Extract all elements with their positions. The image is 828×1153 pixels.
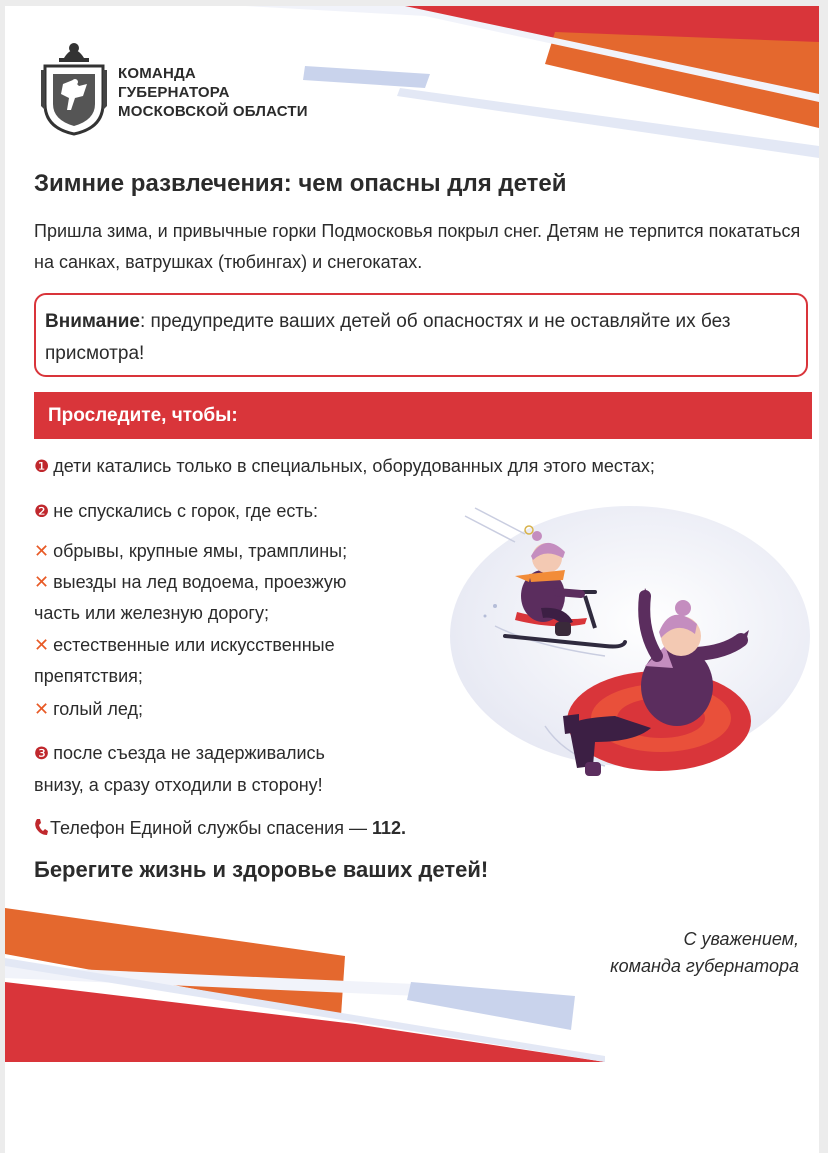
point-2-text: не спускались с горок, где есть: <box>53 501 318 521</box>
org-name-line: КОМАНДА <box>118 65 196 82</box>
org-name <box>118 64 308 121</box>
cross-icon: ✕ <box>34 541 50 561</box>
signature-line: С уважением, <box>683 929 799 949</box>
intro-paragraph: Пришла зима, и привычные горки Подмосковья покрыл снег. Детям не терпится покататься на санках, ватрушках (тюбингах) и снегокатах. <box>34 221 801 272</box>
watch-banner: Проследите, чтобы: <box>34 392 812 439</box>
point-2 <box>34 501 318 522</box>
hazard-text: естественные или искусственные <box>53 635 335 655</box>
signature-line: команда губернатора <box>610 956 799 976</box>
point-1 <box>34 456 655 477</box>
point-3-continued: внизу, а сразу отходили в сторону! <box>34 775 323 795</box>
rescue-phone-line <box>34 818 406 839</box>
cross-icon: ✕ <box>34 635 50 655</box>
hazard-item <box>34 635 335 656</box>
phone-icon <box>34 818 48 836</box>
warning-box <box>34 293 808 377</box>
children-sledding-illustration <box>445 496 817 796</box>
bottom-decor-stripes <box>5 896 819 1076</box>
warning-text: : предупредите ваших детей об опасностях и не оставляйте их без присмотра! <box>45 311 731 364</box>
hazard-item <box>34 699 143 720</box>
number-two-icon: ❷ <box>34 502 50 521</box>
org-name-line: МОСКОВСКОЙ ОБЛАСТИ <box>118 103 308 120</box>
letter-card <box>5 6 819 1153</box>
warning-bold: Внимание <box>45 311 140 332</box>
closing-statement: Берегите жизнь и здоровье ваших детей! <box>34 857 489 882</box>
rescue-phone-number: 112. <box>371 818 406 838</box>
org-name-line: ГУБЕРНАТОРА <box>118 84 230 101</box>
hazard-text: выезды на лед водоема, проезжую <box>53 572 347 592</box>
hazard-item-continued: часть или железную дорогу; <box>34 603 269 623</box>
cross-icon: ✕ <box>34 699 50 719</box>
hazard-text: голый лед; <box>53 699 143 719</box>
cross-icon: ✕ <box>34 572 50 592</box>
hazard-item <box>34 572 346 593</box>
rescue-phone-text: Телефон Единой службы спасения — <box>50 818 372 838</box>
number-three-icon: ❸ <box>34 744 50 763</box>
hazard-item-continued: препятствия; <box>34 666 143 686</box>
point-3 <box>34 743 325 764</box>
point-3-text: после съезда не задерживались <box>53 743 325 763</box>
page-title: Зимние развлечения: чем опасны для детей <box>34 170 567 197</box>
hazard-text: обрывы, крупные ямы, трамплины; <box>53 541 348 561</box>
point-1-text: дети катались только в специальных, оборудованных для этого местах; <box>53 456 655 476</box>
hazard-item <box>34 541 347 562</box>
number-one-icon: ❶ <box>34 457 50 476</box>
moscow-oblast-coat-of-arms-icon <box>39 40 109 136</box>
